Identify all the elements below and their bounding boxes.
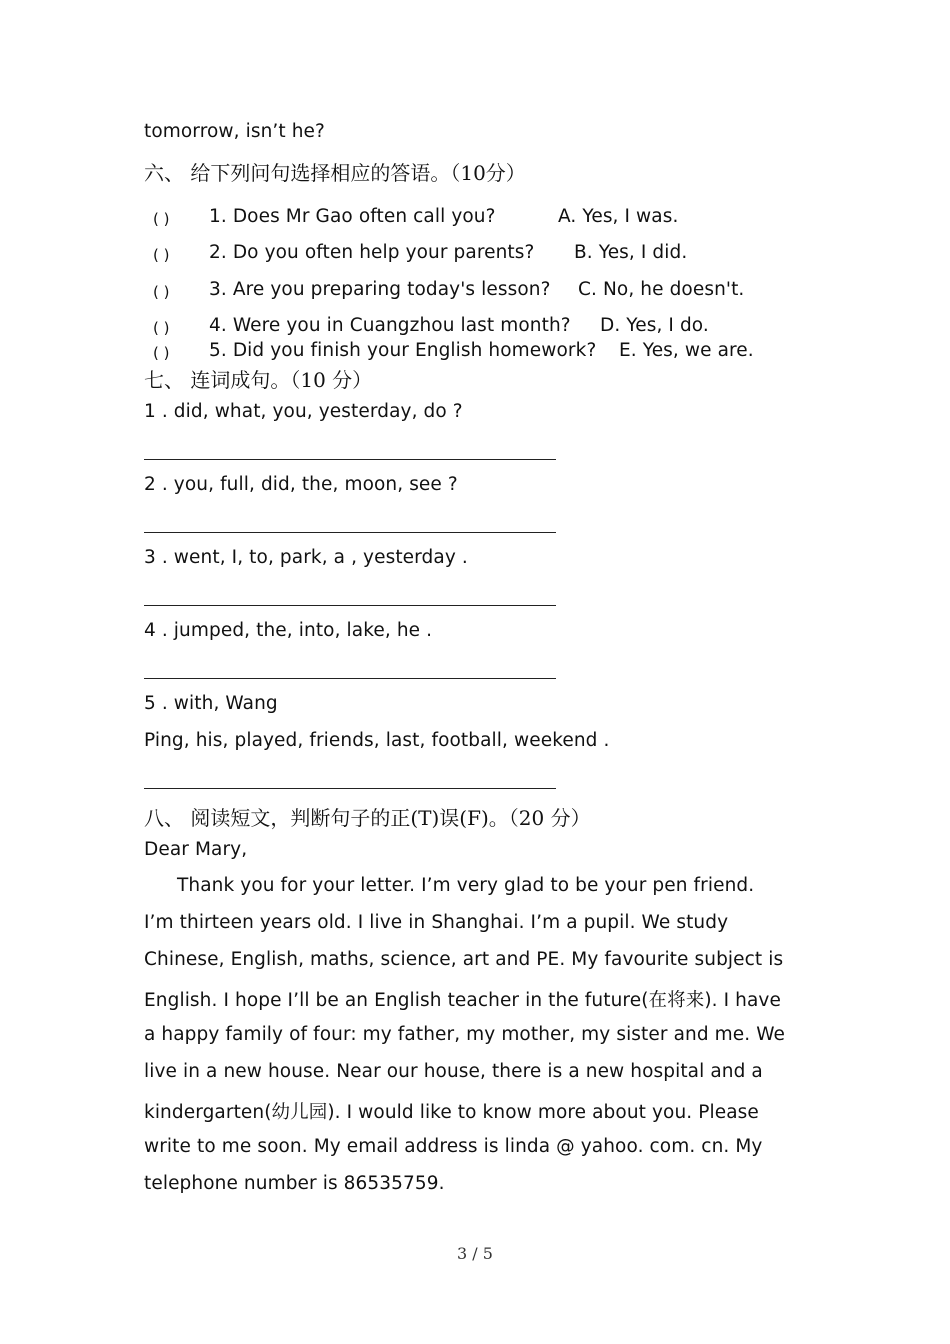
answer-option: C. No, he doesn't. (578, 279, 745, 300)
question-text: 1. Does Mr Gao often call you? (209, 206, 496, 227)
passage-line: write to me soon. My email address is linda @ yahoo. com. cn. My (144, 1136, 763, 1157)
question-text: 3. Are you preparing today's lesson? (209, 279, 551, 300)
passage-line: kindergarten(幼儿园). I would like to know more about you. Please (144, 1102, 759, 1123)
passage-line: I’m thirteen years old. I live in Shanghai. I’m a pupil. We study (144, 912, 729, 933)
answer-option: B. Yes, I did. (574, 242, 688, 263)
answer-option: A. Yes, I was. (558, 206, 679, 227)
answer-option: D. Yes, I do. (600, 315, 709, 336)
passage-line: English. I hope I’ll be an English teacher in the future(在将来). I have (144, 990, 781, 1011)
passage-line: Chinese, English, maths, science, art and PE. My favourite subject is (144, 949, 784, 970)
answer-line[interactable] (144, 678, 556, 679)
answer-paren[interactable]: ( ) (153, 344, 170, 362)
passage-line: telephone number is 86535759. (144, 1173, 445, 1194)
scrambled-sentence: 3 . went, I, to, park, a , yesterday . (144, 547, 468, 568)
answer-paren[interactable]: ( ) (153, 246, 170, 264)
continued-line: tomorrow, isn’t he? (144, 121, 325, 142)
answer-paren[interactable]: ( ) (153, 283, 170, 301)
question-text: 5. Did you finish your English homework? (209, 340, 597, 361)
answer-option: E. Yes, we are. (619, 340, 754, 361)
answer-line[interactable] (144, 532, 556, 533)
passage-line: live in a new house. Near our house, there is a new hospital and a (144, 1061, 763, 1082)
passage-line: Thank you for your letter. I’m very glad to be your pen friend. (177, 875, 755, 896)
answer-line[interactable] (144, 459, 556, 460)
scrambled-sentence: 2 . you, full, did, the, moon, see ? (144, 474, 458, 495)
answer-line[interactable] (144, 788, 556, 789)
question-text: 4. Were you in Cuangzhou last month? (209, 315, 571, 336)
scrambled-sentence: 1 . did, what, you, yesterday, do ? (144, 401, 463, 422)
answer-paren[interactable]: ( ) (153, 319, 170, 337)
section6-title: 六、 给下列问句选择相应的答语。（10分） (144, 161, 526, 185)
passage-line: a happy family of four: my father, my mother, my sister and me. We (144, 1024, 786, 1045)
answer-line[interactable] (144, 605, 556, 606)
page-number: 3 / 5 (457, 1244, 493, 1263)
scrambled-sentence-continued: Ping, his, played, friends, last, football, weekend . (144, 730, 610, 751)
letter-salutation: Dear Mary, (144, 839, 248, 860)
scrambled-sentence: 5 . with, Wang (144, 693, 278, 714)
question-text: 2. Do you often help your parents? (209, 242, 535, 263)
answer-paren[interactable]: ( ) (153, 210, 170, 228)
section7-title: 七、 连词成句。（10 分） (144, 368, 373, 392)
scrambled-sentence: 4 . jumped, the, into, lake, he . (144, 620, 433, 641)
section8-title: 八、 阅读短文，判断句子的正(T)误(F)。（20 分） (144, 806, 591, 830)
